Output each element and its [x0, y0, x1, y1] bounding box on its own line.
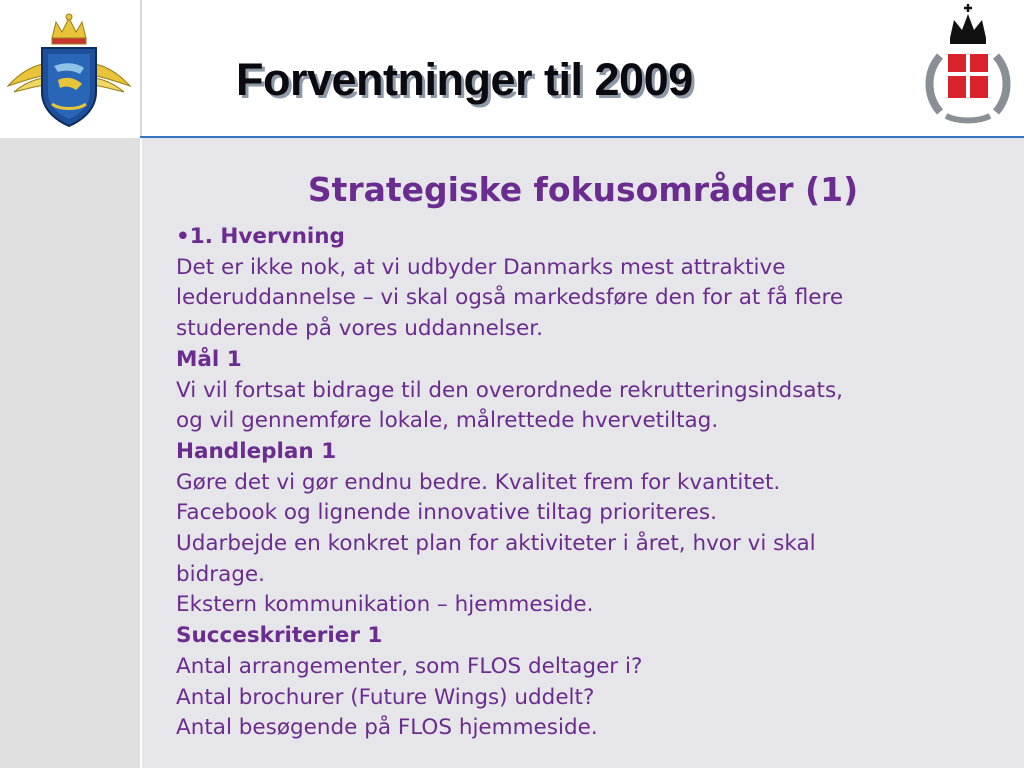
slide-title: Forventninger til 2009	[236, 54, 693, 105]
section-heading: Mål 1	[176, 346, 242, 372]
body-line: bidrage.	[176, 561, 265, 587]
body-line: Gøre det vi gør endnu bedre. Kvalitet frem for kvantitet.	[176, 469, 781, 495]
crown-red-cross-emblem-icon	[918, 2, 1018, 124]
header-divider	[140, 0, 142, 138]
body-line: Det er ikke nok, at vi udbyder Danmarks mest attraktive	[176, 254, 786, 280]
body-line: Udarbejde en konkret plan for aktiviteter i året, hvor vi skal	[176, 531, 816, 557]
body-line: studerende på vores uddannelser.	[176, 316, 543, 342]
body-line: og vil gennemføre lokale, målrettede hvervetiltag.	[176, 408, 719, 434]
body-line: Facebook og lignende innovative tiltag prioriteres.	[176, 500, 717, 526]
body-line: Vi vil fortsat bidrage til den overordnede rekrutteringsindsats,	[176, 377, 843, 403]
left-side-band	[0, 138, 140, 768]
body-line: Antal besøgende på FLOS hjemmeside.	[176, 715, 598, 741]
body-line: Ekstern kommunikation – hjemmeside.	[176, 592, 594, 618]
body-line: Antal arrangementer, som FLOS deltager i?	[176, 653, 643, 679]
slide-body-text	[176, 222, 1006, 744]
section-heading: •1. Hvervning	[176, 224, 345, 249]
body-line: lederuddannelse – vi skal også markedsføre den for at få flere	[176, 285, 844, 311]
section-heading: Handleplan 1	[176, 438, 337, 464]
section-heading: Succeskriterier 1	[176, 623, 383, 649]
winged-crest-emblem-icon	[4, 8, 134, 130]
slide-subtitle: Strategiske fokusområder (1)	[307, 170, 859, 209]
body-line: Antal brochurer (Future Wings) uddelt?	[176, 684, 595, 710]
